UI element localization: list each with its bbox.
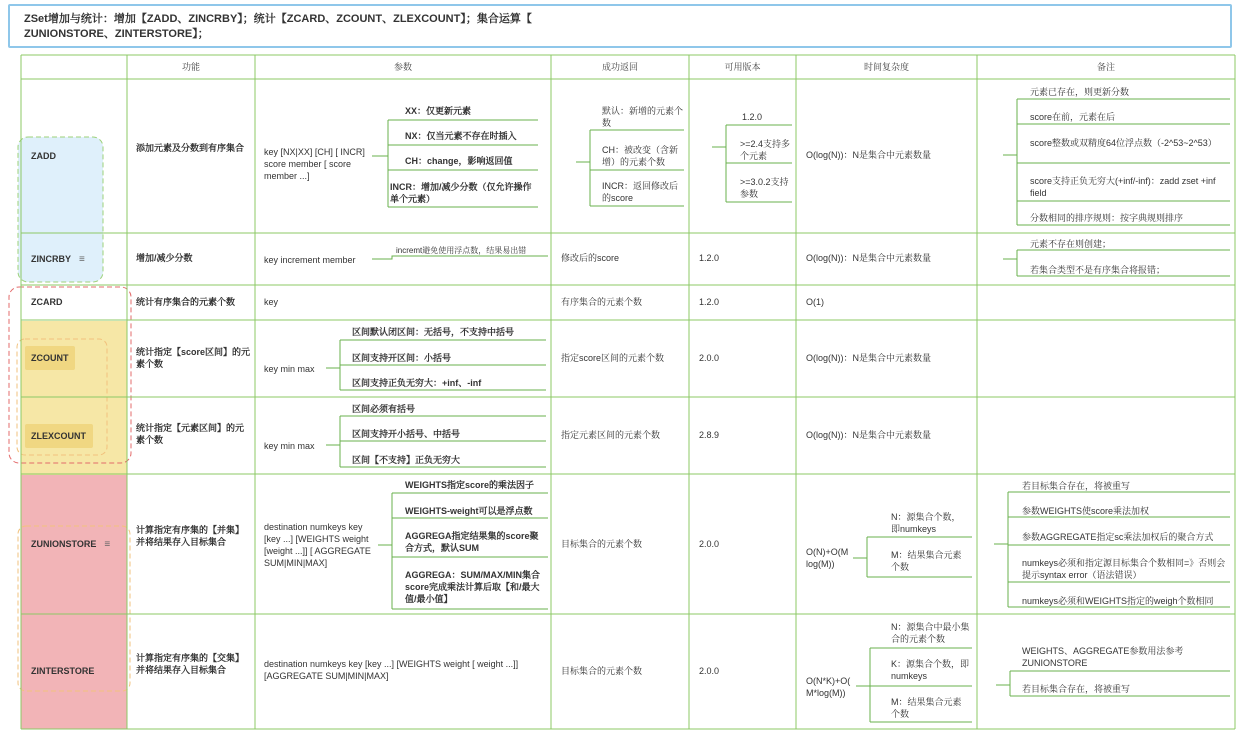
zunionstore-note-4: numkeys必须和指定源目标集合个数相同=》否则会提示syntax error（语法错误） — [1022, 558, 1226, 580]
zadd-param: key [NX|XX] [CH] [ INCR] score member [ score member ...] — [264, 147, 365, 181]
zunionstore-opt-1: WEIGHTS指定score的乘法因子 — [405, 480, 535, 490]
command-zunionstore[interactable] — [31, 539, 110, 550]
zlexcount-opt-1: 区间必须有括号 — [352, 404, 416, 414]
group-bg-zcount — [21, 321, 127, 475]
zlexcount-opt-2: 区间支持开小括号、中括号 — [352, 429, 461, 439]
zincrby-label: ZINCRBY — [31, 254, 71, 264]
zcount-version: 2.0.0 — [699, 353, 720, 363]
zunionstore-time-m: M：结果集合元素个数 — [891, 550, 962, 572]
zincrby-param: key increment member — [264, 255, 356, 265]
zadd-ret-ch: CH：被改变（含新增）的元素个数 — [602, 145, 678, 167]
header-notes: 备注 — [1096, 62, 1115, 72]
zinterstore-return: 目标集合的元素个数 — [561, 666, 643, 676]
zcount-opt-1: 区间默认闭区间：无括号，不支持中括号 — [352, 327, 515, 337]
command-zlexcount[interactable]: ZLEXCOUNT — [31, 431, 86, 441]
header-return: 成功返回 — [601, 62, 638, 72]
zlexcount-opt-3: 区间【不支持】正负无穷大 — [352, 455, 461, 465]
zcard-time: O(1) — [806, 297, 824, 307]
zcard-return: 有序集合的元素个数 — [561, 297, 643, 307]
zunionstore-version: 2.0.0 — [699, 539, 720, 549]
zinterstore-function: 计算指定有序集的【交集】并将结果存入目标集合 — [136, 653, 245, 675]
zinterstore-note-2: 若目标集合存在，将被重写 — [1022, 684, 1131, 694]
zunionstore-note-1: 若目标集合存在，将被重写 — [1022, 481, 1131, 491]
zinterstore-note-1: WEIGHTS、AGGREGATE参数用法参考ZUNIONSTORE — [1022, 646, 1184, 668]
zunionstore-opt-4: AGGREGA：SUM/MAX/MIN集合score完成乘法计算后取【和/最大值/最小值】 — [405, 570, 541, 604]
command-zcount[interactable]: ZCOUNT — [31, 353, 69, 363]
zunionstore-time: O(N)+O(M log(M)) — [806, 547, 849, 569]
zcard-function: 统计有序集合的元素个数 — [136, 297, 236, 307]
zunionstore-label: ZUNIONSTORE — [31, 539, 97, 549]
command-zcard[interactable]: ZCARD — [31, 297, 63, 307]
zlexcount-time: O(log(N))：N是集合中元素数量 — [806, 430, 931, 440]
zcount-opt-2: 区间支持开区间：小括号 — [352, 353, 452, 363]
zadd-ret-incr: INCR：返回修改后的score — [602, 181, 678, 203]
zunionstore-time-n: N：源集合个数，即numkeys — [891, 512, 961, 534]
zadd-opt-nx: NX：仅当元素不存在时插入 — [405, 131, 517, 141]
zadd-note-3: score整数或双精度64位浮点数（-2^53~2^53） — [1030, 138, 1217, 148]
title-line-2: ZUNIONSTORE、ZINTERSTORE】； — [24, 28, 209, 40]
zadd-opt-ch: CH：change，影响返回值 — [405, 156, 513, 166]
zadd-note-1: 元素已存在，则更新分数 — [1030, 87, 1130, 97]
zadd-function: 添加元素及分数到有序集合 — [136, 143, 245, 153]
header-function: 功能 — [181, 62, 200, 72]
zincrby-return: 修改后的score — [561, 253, 620, 263]
menu-icon[interactable]: ≡ — [104, 539, 111, 550]
zlexcount-function: 统计指定【元素区间】的元素个数 — [136, 423, 245, 445]
zinterstore-time: O(N*K)+O( M*log(M)) — [806, 676, 851, 698]
zadd-note-5: 分数相同的排序规则：按字典规则排序 — [1030, 213, 1184, 223]
header-version: 可用版本 — [724, 62, 761, 72]
zadd-note-2: score在前，元素在后 — [1030, 112, 1116, 122]
zincrby-version: 1.2.0 — [699, 253, 720, 263]
zunionstore-param: destination numkeys key [key ...] [WEIGHTS weight [weight ...]] [ AGGREGATE SUM|MIN|MAX] — [264, 522, 371, 568]
zincrby-note-2: 若集合类型不是有序集合将报错； — [1030, 265, 1166, 275]
zadd-ver-24: >=2.4支持多个元素 — [740, 139, 791, 161]
zinterstore-version: 2.0.0 — [699, 666, 720, 676]
zadd-ret-default: 默认：新增的元素个数 — [602, 106, 684, 128]
zcard-param: key — [264, 297, 279, 307]
zcount-function: 统计指定【score区间】的元素个数 — [136, 347, 251, 369]
zlexcount-version: 2.8.9 — [699, 430, 720, 440]
zcard-version: 1.2.0 — [699, 297, 720, 307]
zinterstore-time-k: K：源集合个数，即numkeys — [891, 659, 970, 681]
zadd-note-4: score支持正负无穷大(+inf/-inf)：zadd zset +inf field — [1030, 176, 1216, 198]
zunionstore-note-5: numkeys必须和WEIGHTS指定的weigh个数相同 — [1022, 596, 1214, 606]
zunionstore-function: 计算指定有序集的【并集】并将结果存入目标集合 — [136, 525, 245, 547]
zcount-return: 指定score区间的元素个数 — [561, 353, 665, 363]
zlexcount-param: key min max — [264, 441, 315, 451]
command-zincrby[interactable] — [31, 254, 85, 265]
zunionstore-note-2: 参数WEIGHTS使score乘法加权 — [1022, 506, 1150, 516]
zadd-opt-incr: INCR：增加/减少分数（仅允许操作单个元素） — [390, 182, 532, 204]
zadd-time: O(log(N))：N是集合中元素数量 — [806, 150, 931, 160]
zinterstore-time-m: M：结果集合元素个数 — [891, 697, 962, 719]
zunionstore-note-3: 参数AGGREGATE指定sc乘法加权后的聚合方式 — [1022, 532, 1214, 542]
zinterstore-time-n: N：源集合中最小集合的元素个数 — [891, 622, 970, 644]
header-params: 参数 — [393, 62, 412, 72]
zincrby-time: O(log(N))：N是集合中元素数量 — [806, 253, 931, 263]
zcount-time: O(log(N))：N是集合中元素数量 — [806, 353, 931, 363]
zunionstore-opt-3: AGGREGA指定结果集的score聚合方式，默认SUM — [405, 531, 539, 553]
zunionstore-return: 目标集合的元素个数 — [561, 539, 643, 549]
zadd-opt-xx: XX：仅更新元素 — [405, 106, 472, 116]
zcount-opt-3: 区间支持正负无穷大：+inf、-inf — [352, 378, 482, 388]
zincrby-note-1: 元素不存在则创建； — [1030, 239, 1112, 249]
header-time: 时间复杂度 — [863, 62, 909, 72]
zincrby-param-note: incremt避免使用浮点数，结果易出错 — [396, 246, 527, 255]
zunionstore-opt-2: WEIGHTS-weight可以是浮点数 — [405, 506, 533, 516]
zcount-param: key min max — [264, 364, 315, 374]
zadd-ver-302: >=3.0.2支持参数 — [740, 177, 789, 199]
command-zadd[interactable]: ZADD — [31, 151, 56, 161]
command-zinterstore[interactable]: ZINTERSTORE — [31, 666, 95, 676]
title-line-1: ZSet增加与统计：增加【ZADD、ZINCRBY】；统计【ZCARD、ZCOUNT、ZLEXCOUNT】；集合运算【 — [24, 13, 532, 25]
zlexcount-return: 指定元素区间的元素个数 — [561, 430, 661, 440]
zincrby-function: 增加/减少分数 — [136, 253, 193, 263]
zadd-ver-120: 1.2.0 — [742, 112, 763, 122]
zinterstore-param: destination numkeys key [key ...] [WEIGHTS weight [ weight ...]] [AGGREGATE SUM|MIN|MAX] — [264, 659, 519, 681]
menu-icon[interactable]: ≡ — [79, 254, 85, 265]
